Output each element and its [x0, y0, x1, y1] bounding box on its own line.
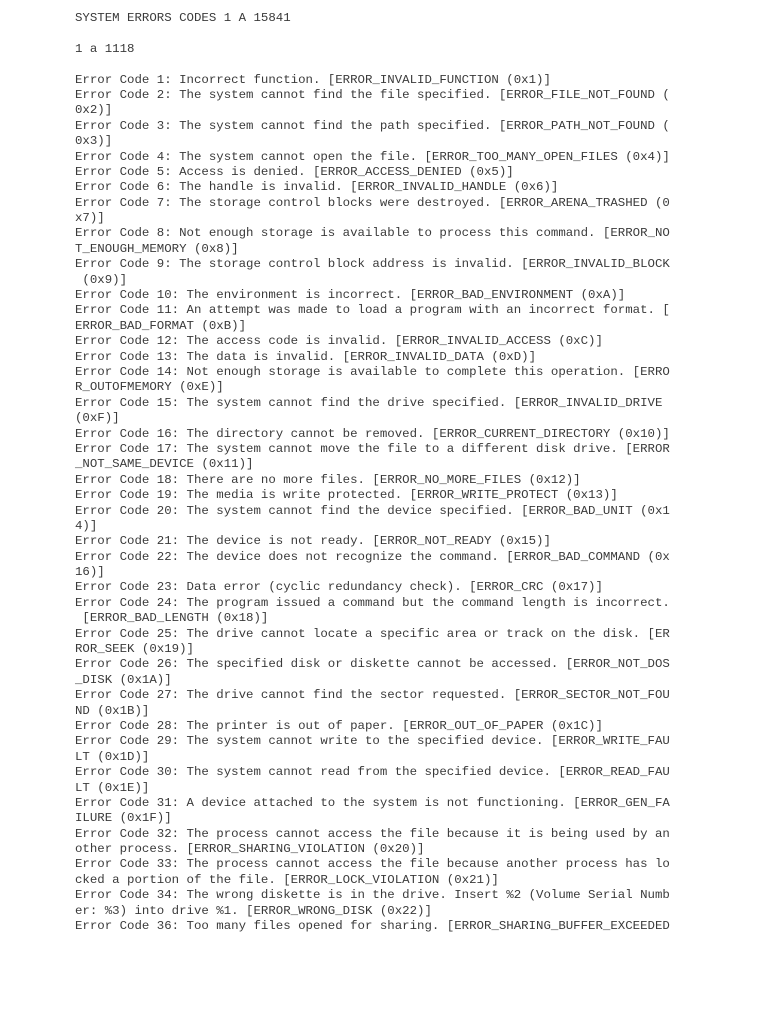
error-code-line: 16)]: [75, 565, 105, 580]
blank-line: [75, 57, 675, 72]
error-code-line: Error Code 36: Too many files opened for sharing. [ERROR_SHARING_BUFFER_EXCEEDED: [75, 919, 670, 934]
error-code-line: (0xF)]: [75, 411, 120, 426]
error-code-line: Error Code 8: Not enough storage is available to process this command. [ERROR_NO: [75, 226, 670, 241]
error-code-line: 0x3)]: [75, 134, 113, 149]
error-code-line: Error Code 30: The system cannot read from the specified device. [ERROR_READ_FAU: [75, 765, 670, 780]
error-code-line: Error Code 19: The media is write protected. [ERROR_WRITE_PROTECT (0x13)]: [75, 488, 618, 503]
error-code-line: ROR_SEEK (0x19)]: [75, 642, 194, 657]
document-page: [75, 11, 675, 934]
error-code-line: Error Code 4: The system cannot open the file. [ERROR_TOO_MANY_OPEN_FILES (0x4)]: [75, 149, 670, 164]
error-code-line: er: %3) into drive %1. [ERROR_WRONG_DISK (0x22)]: [75, 903, 432, 918]
error-code-line: Error Code 12: The access code is invalid. [ERROR_INVALID_ACCESS (0xC)]: [75, 334, 603, 349]
error-code-line: Error Code 32: The process cannot access the file because it is being used by an: [75, 826, 670, 841]
error-code-line: Error Code 33: The process cannot access the file because another process has lo: [75, 857, 670, 872]
error-code-line: Error Code 23: Data error (cyclic redundancy check). [ERROR_CRC (0x17)]: [75, 580, 603, 595]
error-code-line: Error Code 22: The device does not recognize the command. [ERROR_BAD_COMMAND (0x: [75, 549, 670, 564]
error-code-line: _NOT_SAME_DEVICE (0x11)]: [75, 457, 254, 472]
error-code-line: Error Code 1: Incorrect function. [ERROR_INVALID_FUNCTION (0x1)]: [75, 72, 551, 87]
error-code-line: Error Code 24: The program issued a command but the command length is incorrect.: [75, 595, 670, 610]
error-code-line: Error Code 18: There are no more files. [ERROR_NO_MORE_FILES (0x12)]: [75, 472, 581, 487]
error-code-line: Error Code 21: The device is not ready. [ERROR_NOT_READY (0x15)]: [75, 534, 551, 549]
error-code-line: Error Code 9: The storage control block address is invalid. [ERROR_INVALID_BLOCK: [75, 257, 670, 272]
error-code-line: Error Code 11: An attempt was made to load a program with an incorrect format. [: [75, 303, 670, 318]
blank-line: [75, 26, 675, 41]
error-code-line: LT (0x1D)]: [75, 749, 150, 764]
error-code-line: Error Code 26: The specified disk or diskette cannot be accessed. [ERROR_NOT_DOS: [75, 657, 670, 672]
document-subtitle: 1 a 1118: [75, 41, 135, 56]
error-code-list: [75, 73, 675, 935]
error-code-line: 0x2)]: [75, 103, 113, 118]
error-code-line: T_ENOUGH_MEMORY (0x8)]: [75, 241, 239, 256]
error-code-line: Error Code 14: Not enough storage is available to complete this operation. [ERRO: [75, 364, 670, 379]
error-code-line: Error Code 31: A device attached to the system is not functioning. [ERROR_GEN_FA: [75, 795, 670, 810]
error-code-line: Error Code 5: Access is denied. [ERROR_ACCESS_DENIED (0x5)]: [75, 164, 514, 179]
error-code-line: ERROR_BAD_FORMAT (0xB)]: [75, 318, 247, 333]
error-code-line: R_OUTOFMEMORY (0xE)]: [75, 380, 224, 395]
error-code-line: x7)]: [75, 211, 105, 226]
error-code-line: ND (0x1B)]: [75, 703, 150, 718]
error-code-line: Error Code 34: The wrong diskette is in the drive. Insert %2 (Volume Serial Numb: [75, 888, 670, 903]
error-code-line: Error Code 25: The drive cannot locate a specific area or track on the disk. [ER: [75, 626, 670, 641]
error-code-line: Error Code 3: The system cannot find the path specified. [ERROR_PATH_NOT_FOUND (: [75, 118, 670, 133]
error-code-line: ILURE (0x1F)]: [75, 811, 172, 826]
error-code-line: (0x9)]: [75, 272, 128, 287]
error-code-line: Error Code 27: The drive cannot find the sector requested. [ERROR_SECTOR_NOT_FOU: [75, 688, 670, 703]
error-code-line: Error Code 16: The directory cannot be removed. [ERROR_CURRENT_DIRECTORY (0x10)]: [75, 426, 670, 441]
error-code-line: Error Code 17: The system cannot move the file to a different disk drive. [ERROR: [75, 441, 670, 456]
error-code-line: Error Code 28: The printer is out of paper. [ERROR_OUT_OF_PAPER (0x1C)]: [75, 718, 603, 733]
error-code-line: 4)]: [75, 518, 98, 533]
error-code-line: [ERROR_BAD_LENGTH (0x18)]: [75, 611, 269, 626]
error-code-line: Error Code 29: The system cannot write to the specified device. [ERROR_WRITE_FAU: [75, 734, 670, 749]
error-code-line: other process. [ERROR_SHARING_VIOLATION (0x20)]: [75, 842, 425, 857]
error-code-line: Error Code 13: The data is invalid. [ERROR_INVALID_DATA (0xD)]: [75, 349, 537, 364]
document-title: SYSTEM ERRORS CODES 1 A 15841: [75, 11, 291, 25]
error-code-line: Error Code 20: The system cannot find the device specified. [ERROR_BAD_UNIT (0x1: [75, 503, 670, 518]
error-code-line: Error Code 15: The system cannot find the drive specified. [ERROR_INVALID_DRIVE: [75, 395, 663, 410]
error-code-line: Error Code 10: The environment is incorrect. [ERROR_BAD_ENVIRONMENT (0xA)]: [75, 288, 626, 303]
error-code-line: cked a portion of the file. [ERROR_LOCK_VIOLATION (0x21)]: [75, 872, 499, 887]
error-code-line: Error Code 7: The storage control blocks were destroyed. [ERROR_ARENA_TRASHED (0: [75, 195, 670, 210]
error-code-line: Error Code 2: The system cannot find the file specified. [ERROR_FILE_NOT_FOUND (: [75, 87, 670, 102]
error-code-line: LT (0x1E)]: [75, 780, 150, 795]
error-code-line: _DISK (0x1A)]: [75, 672, 172, 687]
error-code-line: Error Code 6: The handle is invalid. [ERROR_INVALID_HANDLE (0x6)]: [75, 180, 559, 195]
